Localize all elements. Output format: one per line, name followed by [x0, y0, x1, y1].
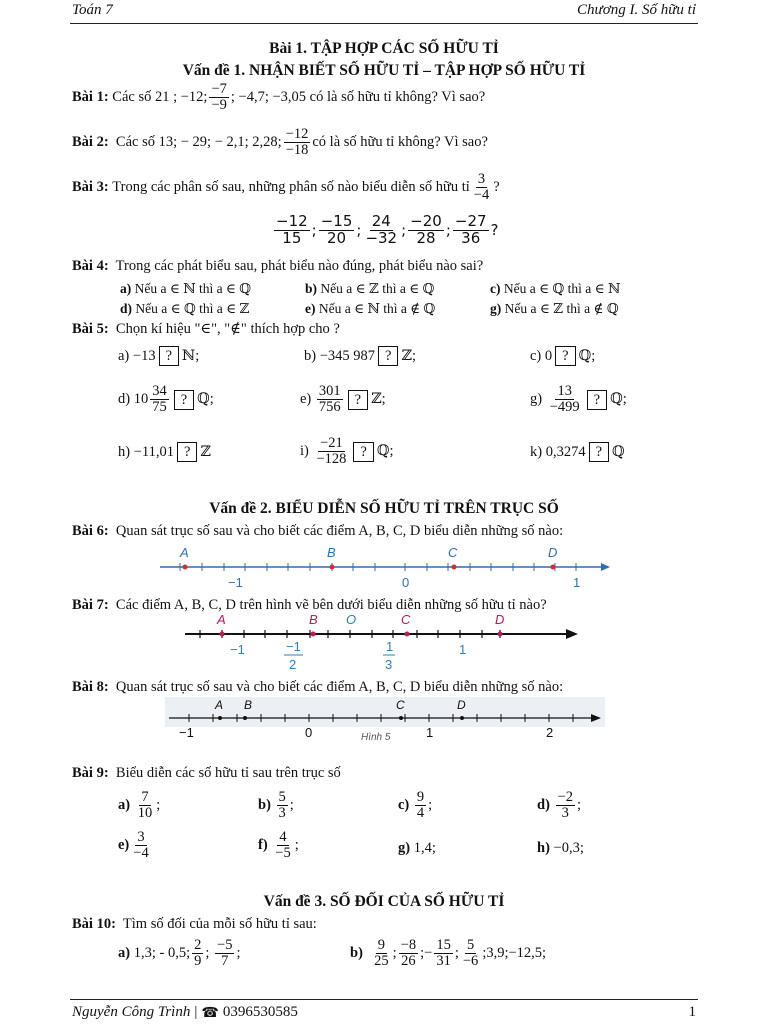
topic1-title: Vấn đề 1. NHẬN BIẾT SỐ HỮU TỈ – TẬP HỢP SỐ HỮU TỈ — [182, 62, 586, 79]
svg-text:A: A — [180, 545, 189, 560]
answer-box[interactable]: ? — [587, 390, 607, 410]
svg-text:B: B — [309, 612, 318, 627]
bai6-label: Bài 6: — [72, 523, 109, 539]
bai4-item-g: g) Nếu a ∈ ℤ thì a ∉ ℚ — [490, 301, 619, 316]
bai4-item-b: b) Nếu a ∈ ℤ thì a ∈ ℚ — [305, 281, 435, 296]
svg-text:2: 2 — [546, 725, 554, 740]
footer-left: Nguyễn Công Trình | ☎ 0396530585 — [72, 1004, 298, 1021]
svg-text:−1: −1 — [286, 639, 301, 654]
footer-author: Nguyễn Công Trình — [72, 1004, 191, 1020]
bai9-g: g) 1,4; — [398, 840, 436, 856]
bai9-f: f) $\frac{4}{-5}$ ; — [258, 829, 299, 862]
bai7-label: Bài 7: — [72, 597, 109, 613]
bai5-h: h) −11,01 ? ℤ — [118, 442, 211, 462]
bai3-frac-3: $\frac{24}{-32}$ — [365, 212, 398, 247]
bai10-text: Tìm số đối của mỗi số hữu tỉ sau: — [122, 916, 317, 932]
bai3-frac-2: $\frac{-15}{20}$ — [320, 212, 353, 247]
bai9-e: e) $\frac{3}{-4}$ — [118, 829, 149, 862]
phone-icon: ☎ — [201, 1004, 219, 1021]
point-d — [551, 565, 556, 570]
bai5-i: i) $\frac{-21}{-128}$ ? ℚ; — [300, 435, 394, 468]
bai10 — [72, 916, 317, 933]
bai8-label: Bài 8: — [72, 679, 109, 695]
point-a — [183, 565, 188, 570]
answer-box[interactable]: ? — [348, 390, 368, 410]
bai3 — [72, 172, 500, 203]
answer-box[interactable]: ? — [589, 442, 609, 462]
bai9-c: c) $\frac{9}{4}$ ; — [398, 789, 433, 822]
header-left: Toán 7 — [72, 2, 113, 18]
svg-text:0: 0 — [402, 575, 410, 590]
answer-box[interactable]: ? — [353, 442, 373, 462]
bai3-frac-5: $\frac{-27}{36}$ — [454, 212, 487, 247]
bai5 — [72, 321, 340, 338]
bai5-g: g) $\frac{13}{-499}$ ? ℚ; — [530, 383, 627, 416]
svg-text:D: D — [548, 545, 558, 560]
svg-text:1: 1 — [426, 725, 434, 740]
point-b — [330, 565, 335, 570]
bai2-fraction: $\frac{-12}{-18}$ — [285, 126, 309, 159]
page-number: 1 — [688, 1004, 696, 1020]
bai2-post: có là số hữu tỉ không? Vì sao? — [312, 134, 488, 151]
svg-text:−1: −1 — [230, 642, 245, 657]
footer-phone: 0396530585 — [222, 1004, 298, 1020]
svg-text:C: C — [401, 612, 411, 627]
bai6-number-line — [150, 545, 620, 595]
bai8 — [72, 679, 563, 696]
bai1 — [72, 82, 485, 113]
svg-text:D: D — [495, 612, 505, 627]
bai3-frac-4: $\frac{-20}{28}$ — [410, 212, 442, 247]
bai9-label: Bài 9: — [72, 765, 109, 781]
bai5-k: k) 0,3274 ? ℚ — [530, 442, 625, 462]
bai6-text: Quan sát trục số sau và cho biết các điểm A, B, C, D biểu diễn những số nào: — [115, 523, 564, 539]
bai3-label: Bài 3: — [72, 179, 109, 196]
bai3-pre: Trong các phân số sau, những phân số nào biểu diễn số hữu tỉ — [112, 179, 470, 196]
bai10-a: a) 1,3; - 0,5; $\frac{2}{9}$ ; $\frac{-5}{7}$ ; — [118, 937, 241, 970]
svg-text:A: A — [215, 698, 224, 712]
svg-text:−1: −1 — [228, 575, 243, 590]
bai3-fraction: $\frac{3}{-4}$ — [473, 171, 490, 204]
bai4-item-a: a) Nếu a ∈ ℕ thì a ∈ ℚ — [120, 281, 252, 296]
topic2-title: Vấn đề 2. BIỂU DIỄN SỐ HỮU TỈ TRÊN TRỤC SỐ — [209, 500, 559, 517]
bai8-text: Quan sát trục số sau và cho biết các điểm A, B, C, D biểu diễn những số nào: — [115, 679, 564, 695]
bai9-h: h) −0,3; — [537, 840, 584, 856]
svg-text:2: 2 — [289, 657, 297, 672]
bai3-fraction-list: $\frac{-12}{15}$ ; $\frac{-15}{20}$ ; $\frac{24}{-32}$ ; $\frac{-20}{28}$ ; $\frac{-27}{36}$ ? — [276, 212, 499, 247]
svg-text:D: D — [457, 698, 466, 712]
bai3-end: ? — [490, 221, 499, 240]
svg-text:A: A — [217, 612, 226, 627]
svg-text:0: 0 — [305, 725, 313, 740]
bai9-d: d) $\frac{-2}{3}$ ; — [537, 789, 581, 822]
answer-box[interactable]: ? — [555, 346, 575, 366]
svg-text:C: C — [448, 545, 458, 560]
bai3-post: ? — [493, 179, 500, 196]
bai1-pre: Các số 21 ; −12; — [112, 89, 208, 106]
svg-text:1: 1 — [573, 575, 581, 590]
svg-text:Hình 5: Hình 5 — [361, 732, 391, 741]
bai5-label: Bài 5: — [72, 321, 109, 337]
bai9-text: Biểu diễn các số hữu tỉ sau trên trục số — [115, 765, 341, 781]
bai1-fraction: $\frac{-7}{-9}$ — [211, 81, 227, 114]
bai5-b: b) −345 987 ? ℤ; — [304, 346, 416, 366]
bai5-c: c) 0 ? ℚ; — [530, 346, 595, 366]
bai4-item-e: e) Nếu a ∈ ℕ thì a ∉ ℚ — [305, 301, 436, 316]
answer-box[interactable]: ? — [378, 346, 398, 366]
bai2-label: Bài 2: — [72, 134, 109, 151]
answer-box[interactable]: ? — [174, 390, 194, 410]
bai5-a: a) −13 ? ℕ; — [118, 346, 199, 366]
bai7-number-line — [180, 610, 585, 687]
svg-text:B: B — [244, 698, 253, 712]
lesson-title: Bài 1. TẬP HỢP CÁC SỐ HỮU TỈ — [269, 40, 499, 57]
answer-box[interactable]: ? — [159, 346, 179, 366]
bai6 — [72, 523, 563, 540]
bai4 — [72, 258, 483, 275]
topic3-title: Vấn đề 3. SỐ ĐỐI CỦA SỐ HỮU TỈ — [263, 893, 505, 910]
bai4-text: Trong các phát biểu sau, phát biểu nào đúng, phát biểu nào sai? — [115, 258, 484, 274]
svg-text:C: C — [396, 698, 405, 712]
bai10-b: b) $\frac{9}{25}$ ; $\frac{-8}{26}$ ;− $\frac{15}{31}$ ; $\frac{5}{-6}$ ;3,9;−12,5; — [350, 937, 547, 970]
bai9-a: a) $\frac{7}{10}$ ; — [118, 789, 161, 822]
bai9 — [72, 765, 341, 782]
bai5-text: Chọn kí hiệu "∈", "∉" thích hợp cho ? — [115, 321, 340, 337]
bai5-e: e) $\frac{301}{756}$ ? ℤ; — [300, 383, 386, 416]
bai9-b: b) $\frac{5}{3}$ ; — [258, 789, 294, 822]
bai3-frac-1: $\frac{-12}{15}$ — [276, 212, 308, 247]
bai1-label: Bài 1: — [72, 89, 109, 106]
bai2 — [72, 127, 488, 158]
bai1-post: ; −4,7; −3,05 có là số hữu tỉ không? Vì sao? — [230, 89, 486, 106]
answer-box[interactable]: ? — [177, 442, 197, 462]
bai5-d: d) 10 $\frac{34}{75}$ ? ℚ; — [118, 383, 214, 416]
svg-text:1: 1 — [459, 642, 467, 657]
svg-text:B: B — [327, 545, 336, 560]
point-c — [452, 565, 457, 570]
svg-text:−1: −1 — [179, 725, 194, 740]
header-rule — [70, 23, 698, 24]
footer-rule — [70, 999, 698, 1000]
bai2-pre: Các số 13; − 29; − 2,1; 2,28; — [115, 134, 282, 151]
bai8-number-line — [165, 697, 605, 746]
bai4-item-c: c) Nếu a ∈ ℚ thì a ∈ ℕ — [490, 281, 621, 296]
header-right: Chương I. Số hữu tỉ — [577, 2, 696, 18]
svg-text:O: O — [346, 612, 357, 627]
bai4-item-d: d) Nếu a ∈ ℚ thì a ∈ ℤ — [120, 301, 250, 316]
svg-text:3: 3 — [385, 657, 393, 672]
bai7-text: Các điểm A, B, C, D trên hình vẽ bên dưới biểu diễn những số hữu tỉ nào? — [115, 597, 547, 613]
bai10-label: Bài 10: — [72, 916, 116, 932]
bai4-label: Bài 4: — [72, 258, 109, 274]
svg-text:1: 1 — [386, 639, 394, 654]
